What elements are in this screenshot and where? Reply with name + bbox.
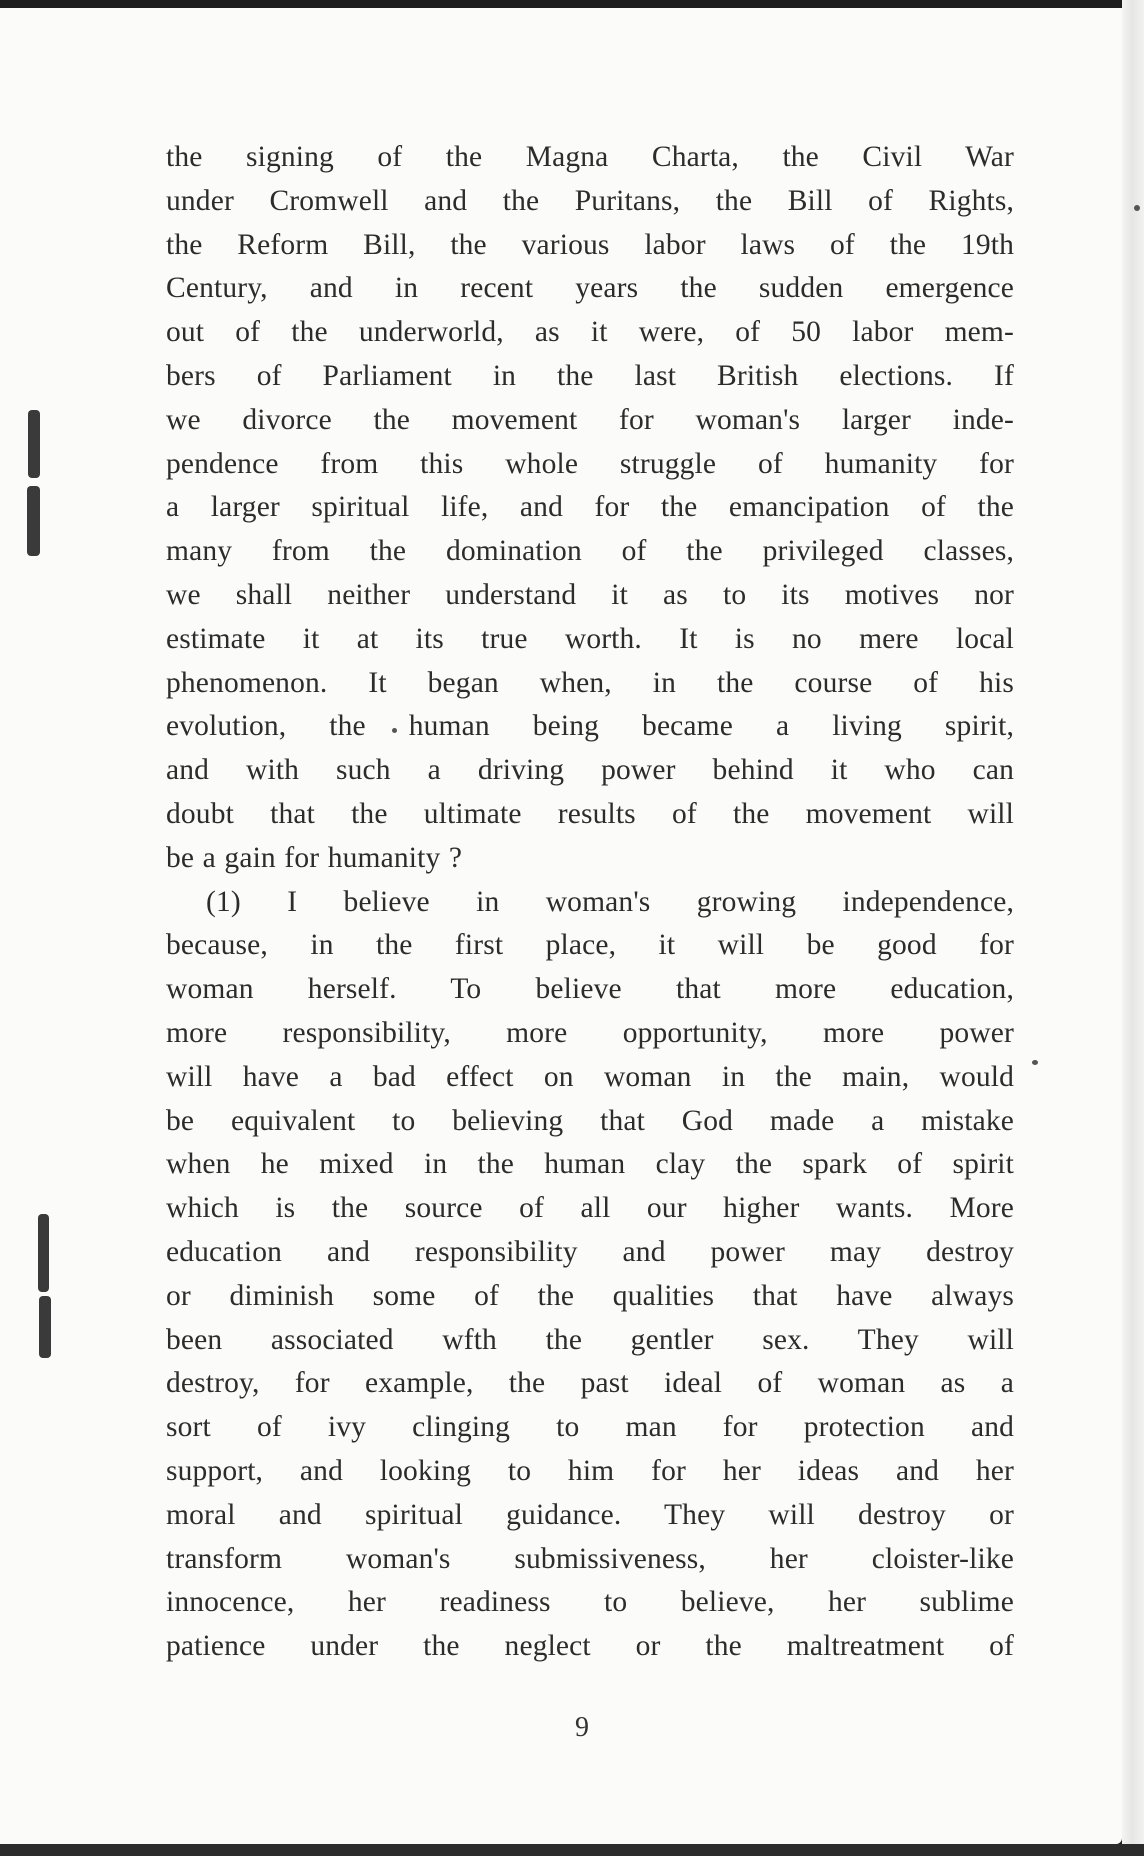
text-line: which is the source of all our higher wants. More <box>166 1192 1014 1225</box>
text-line: evolution, the human being became a living spirit, <box>166 710 1014 743</box>
text-line: woman herself. To believe that more education, <box>166 973 1014 1006</box>
text-line-paragraph-end: be a gain for humanity ? <box>166 841 463 874</box>
text-line: sort of ivy clinging to man for protection and <box>166 1411 1014 1444</box>
text-line: when he mixed in the human clay the spark of spirit <box>166 1148 1014 1181</box>
binding-mark-bottom-upper <box>38 1214 49 1292</box>
text-line: we shall neither understand it as to its motives nor <box>166 578 1014 611</box>
text-line: a larger spiritual life, and for the emancipation of the <box>166 491 1014 524</box>
text-line: moral and spiritual guidance. They will destroy or <box>166 1498 1014 1531</box>
page-body-text <box>166 136 1014 1669</box>
text-line: and with such a driving power behind it who can <box>166 754 1014 787</box>
text-line: out of the underworld, as it were, of 50 labor mem- <box>166 316 1014 349</box>
binding-mark-top-upper <box>28 410 40 478</box>
text-line: because, in the first place, it will be good for <box>166 929 1014 962</box>
text-line: or diminish some of the qualities that have always <box>166 1279 1014 1312</box>
text-line: bers of Parliament in the last British elections. If <box>166 359 1014 392</box>
paper-speck <box>1032 1060 1038 1065</box>
text-line: the signing of the Magna Charta, the Civil War <box>166 141 1014 173</box>
text-line: be equivalent to believing that God made a mistake <box>166 1104 1014 1137</box>
page-edge-shadow <box>1122 0 1144 1856</box>
text-line: destroy, for example, the past ideal of woman as a <box>166 1367 1014 1400</box>
text-line: patience under the neglect or the maltreatment of <box>166 1630 1014 1663</box>
text-line: innocence, her readiness to believe, her sublime <box>166 1586 1014 1619</box>
text-line: under Cromwell and the Puritans, the Bill of Rights, <box>166 184 1014 217</box>
text-line: phenomenon. It began when, in the course of his <box>166 666 1014 699</box>
text-line: many from the domination of the privileged classes, <box>166 535 1014 568</box>
text-line: education and responsibility and power may destroy <box>166 1235 1014 1268</box>
binding-mark-bottom-lower <box>39 1296 51 1358</box>
text-line: estimate it at its true worth. It is no mere local <box>166 622 1014 655</box>
text-line: transform woman's submissiveness, her cloister-like <box>166 1542 1014 1575</box>
binding-mark-top-lower <box>27 486 40 556</box>
paper-speck <box>1134 205 1140 211</box>
text-line: doubt that the ultimate results of the movement will <box>166 797 1014 830</box>
text-line: we divorce the movement for woman's larger inde- <box>166 403 1014 436</box>
text-line: pendence from this whole struggle of humanity for <box>166 447 1014 480</box>
text-line: will have a bad effect on woman in the main, would <box>166 1060 1014 1093</box>
text-line: more responsibility, more opportunity, more power <box>166 1016 1014 1049</box>
text-line: support, and looking to him for her ideas and her <box>166 1454 1014 1487</box>
scan-bottom-edge <box>0 1844 1144 1856</box>
text-line: Century, and in recent years the sudden emergence <box>166 272 1014 305</box>
text-line: been associated wfth the gentler sex. They will <box>166 1323 1014 1356</box>
page-number: 9 <box>575 1712 589 1743</box>
text-line: the Reform Bill, the various labor laws of the 19th <box>166 228 1014 261</box>
text-line-paragraph-start: (1) I believe in woman's growing independence, <box>206 885 1014 918</box>
